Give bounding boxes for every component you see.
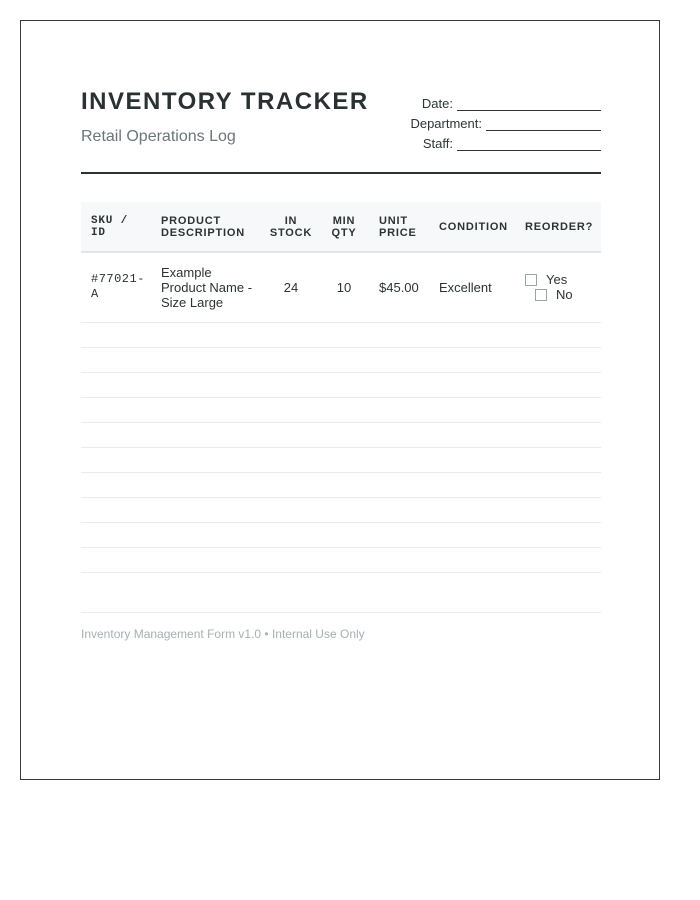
- reorder-yes-label: Yes: [546, 272, 568, 288]
- reorder-no-label: No: [556, 287, 573, 303]
- cell-description: [151, 252, 263, 322]
- header-reorder: REORDER?: [515, 202, 601, 252]
- empty-table-row[interactable]: [81, 397, 601, 422]
- empty-row-cell[interactable]: [81, 372, 601, 397]
- meta-fields: [410, 91, 601, 151]
- empty-table-row[interactable]: [81, 522, 601, 547]
- inventory-form-sheet: [20, 20, 660, 780]
- table-header-row: [81, 202, 601, 252]
- reorder-yes-checkbox[interactable]: [525, 274, 537, 286]
- header-sku: [81, 202, 151, 252]
- header-description-line-2: DESCRIPTION: [161, 226, 245, 239]
- header-unit-price-line-1: UNIT: [379, 214, 408, 227]
- cell-condition: Excellent: [429, 252, 515, 322]
- staff-label: Staff:: [422, 136, 453, 151]
- cell-reorder: [515, 252, 601, 322]
- header-sku-line-1: SKU /: [91, 214, 129, 227]
- cell-description-line-3: Size Large: [161, 294, 224, 310]
- empty-row-cell[interactable]: [81, 322, 601, 347]
- cell-sku: [81, 252, 151, 322]
- empty-row-cell[interactable]: [81, 397, 601, 422]
- cell-description-line-2: Product Name -: [161, 279, 253, 295]
- header-min-qty-line-1: MIN: [332, 214, 356, 227]
- reorder-no-checkbox[interactable]: [535, 289, 547, 301]
- empty-row-cell[interactable]: [81, 572, 601, 612]
- empty-row-cell[interactable]: [81, 347, 601, 372]
- department-label: Department:: [410, 116, 482, 131]
- header-description: [151, 202, 263, 252]
- header-in-stock: [263, 202, 319, 252]
- empty-table-row[interactable]: [81, 572, 601, 612]
- header-sku-line-2: ID: [91, 226, 106, 239]
- empty-row-cell[interactable]: [81, 547, 601, 572]
- empty-row-cell[interactable]: [81, 422, 601, 447]
- form-header: [81, 86, 601, 174]
- cell-min-qty: 10: [319, 252, 369, 322]
- empty-table-row[interactable]: [81, 347, 601, 372]
- empty-table-row[interactable]: [81, 547, 601, 572]
- date-input-line[interactable]: [457, 96, 601, 111]
- header-min-qty-line-2: QTY: [331, 226, 357, 239]
- cell-in-stock: 24: [263, 252, 319, 322]
- empty-row-cell[interactable]: [81, 522, 601, 547]
- empty-table-row[interactable]: [81, 322, 601, 347]
- cell-description-line-1: Example: [161, 264, 212, 280]
- reorder-no-option[interactable]: [535, 287, 601, 302]
- empty-row-cell[interactable]: [81, 472, 601, 497]
- cell-sku-line-2: A: [91, 287, 99, 302]
- header-description-line-1: PRODUCT: [161, 214, 221, 227]
- staff-input-line[interactable]: [457, 136, 601, 151]
- cell-unit-price: $45.00: [369, 252, 429, 322]
- form-footer: Inventory Management Form v1.0 • Internal Use Only: [81, 627, 365, 641]
- header-min-qty: [319, 202, 369, 252]
- empty-table-row[interactable]: [81, 447, 601, 472]
- empty-row-cell[interactable]: [81, 447, 601, 472]
- reorder-yes-option[interactable]: [525, 272, 601, 287]
- table-row: [81, 252, 601, 322]
- header-unit-price-line-2: PRICE: [379, 226, 417, 239]
- cell-sku-line-1: #77021-: [91, 272, 145, 287]
- header-in-stock-line-1: IN: [284, 214, 298, 227]
- date-field-row: [410, 91, 601, 111]
- inventory-table: [81, 202, 601, 613]
- empty-table-row[interactable]: [81, 422, 601, 447]
- department-input-line[interactable]: [486, 116, 601, 131]
- department-field-row: [410, 111, 601, 131]
- header-condition: CONDITION: [429, 202, 515, 252]
- header-unit-price: [369, 202, 429, 252]
- header-in-stock-line-2: STOCK: [269, 226, 313, 239]
- empty-row-cell[interactable]: [81, 497, 601, 522]
- form-subtitle: Retail Operations Log: [81, 128, 236, 145]
- empty-table-row[interactable]: [81, 372, 601, 397]
- staff-field-row: [410, 131, 601, 151]
- date-label: Date:: [421, 96, 453, 111]
- form-title: INVENTORY TRACKER: [81, 88, 369, 115]
- empty-table-row[interactable]: [81, 472, 601, 497]
- empty-table-row[interactable]: [81, 497, 601, 522]
